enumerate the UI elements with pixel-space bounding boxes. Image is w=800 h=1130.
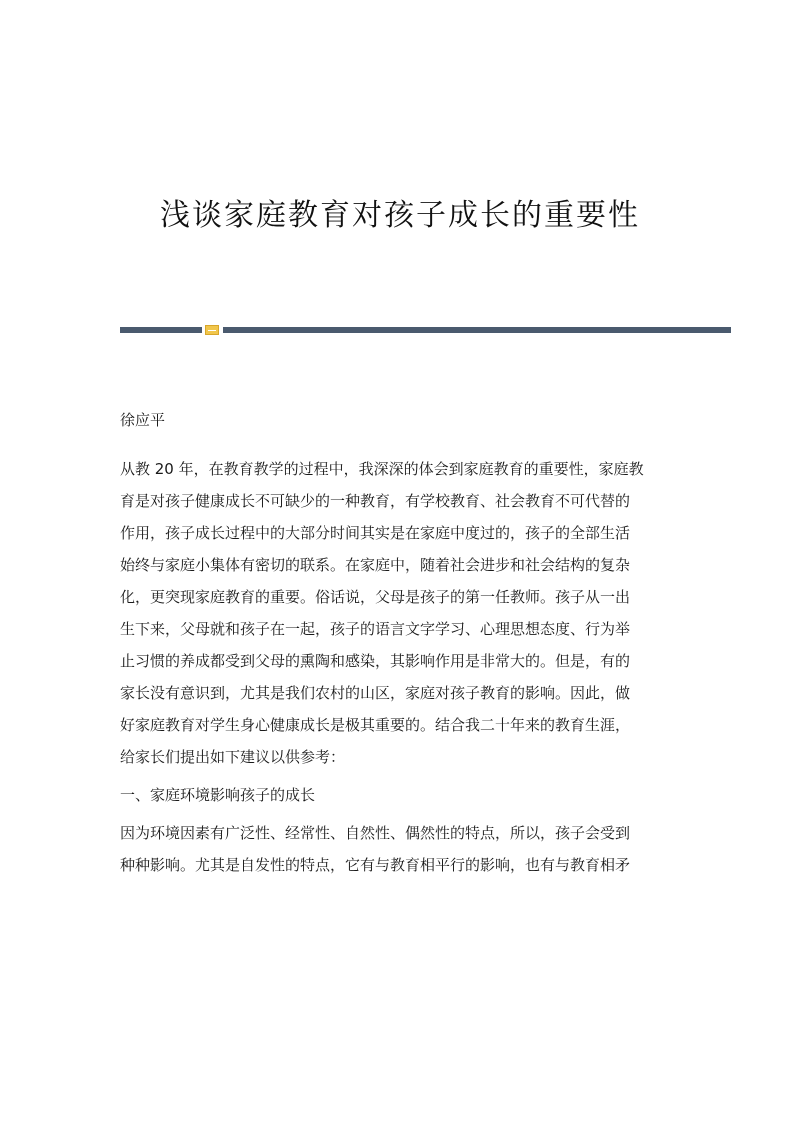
divider-bar-right: [223, 327, 731, 333]
text-line: 给家长们提出如下建议以供参考：: [120, 748, 346, 766]
text-line: 家长没有意识到，尤其是我们农村的山区，家庭对孩子教育的影响。因此，做: [120, 684, 631, 702]
text-line: 作用，孩子成长过程中的大部分时间其实是在家庭中度过的，孩子的全部生活: [120, 524, 631, 542]
text-line: 止习惯的养成都受到父母的熏陶和感染，其影响作用是非常大的。但是，有的: [120, 652, 631, 670]
text-line: 因为环境因素有广泛性、经常性、自然性、偶然性的特点，所以，孩子会受到: [120, 824, 631, 842]
author-name: 徐应平: [120, 411, 166, 429]
document-body: [120, 453, 690, 881]
text-line: 生下来，父母就和孩子在一起，孩子的语言文字学习、心理思想态度、行为举: [120, 620, 631, 638]
text-line: 始终与家庭小集体有密切的联系。在家庭中，随着社会进步和社会结构的复杂: [120, 556, 631, 574]
divider-ornament-icon: [205, 325, 219, 335]
title-divider: [120, 325, 731, 335]
document-title: 浅谈家庭教育对孩子成长的重要性: [160, 198, 640, 233]
divider-bar-left: [120, 327, 202, 333]
section-heading: 一、家庭环境影响孩子的成长: [120, 786, 316, 804]
paragraph-2: [120, 817, 690, 881]
text-line: 育是对孩子健康成长不可缺少的一种教育，有学校教育、社会教育不可代替的: [120, 492, 631, 510]
text-line: 好家庭教育对学生身心健康成长是极其重要的。结合我二十年来的教育生涯，: [120, 716, 631, 734]
text-line: 从教 20 年，在教育教学的过程中，我深深的体会到家庭教育的重要性，家庭教: [120, 460, 644, 478]
paragraph-1: [120, 453, 690, 773]
text-line: 化，更突现家庭教育的重要。俗话说，父母是孩子的第一任教师。孩子从一出: [120, 588, 631, 606]
text-line: 种种影响。尤其是自发性的特点，它有与教育相平行的影响，也有与教育相矛: [120, 856, 631, 874]
